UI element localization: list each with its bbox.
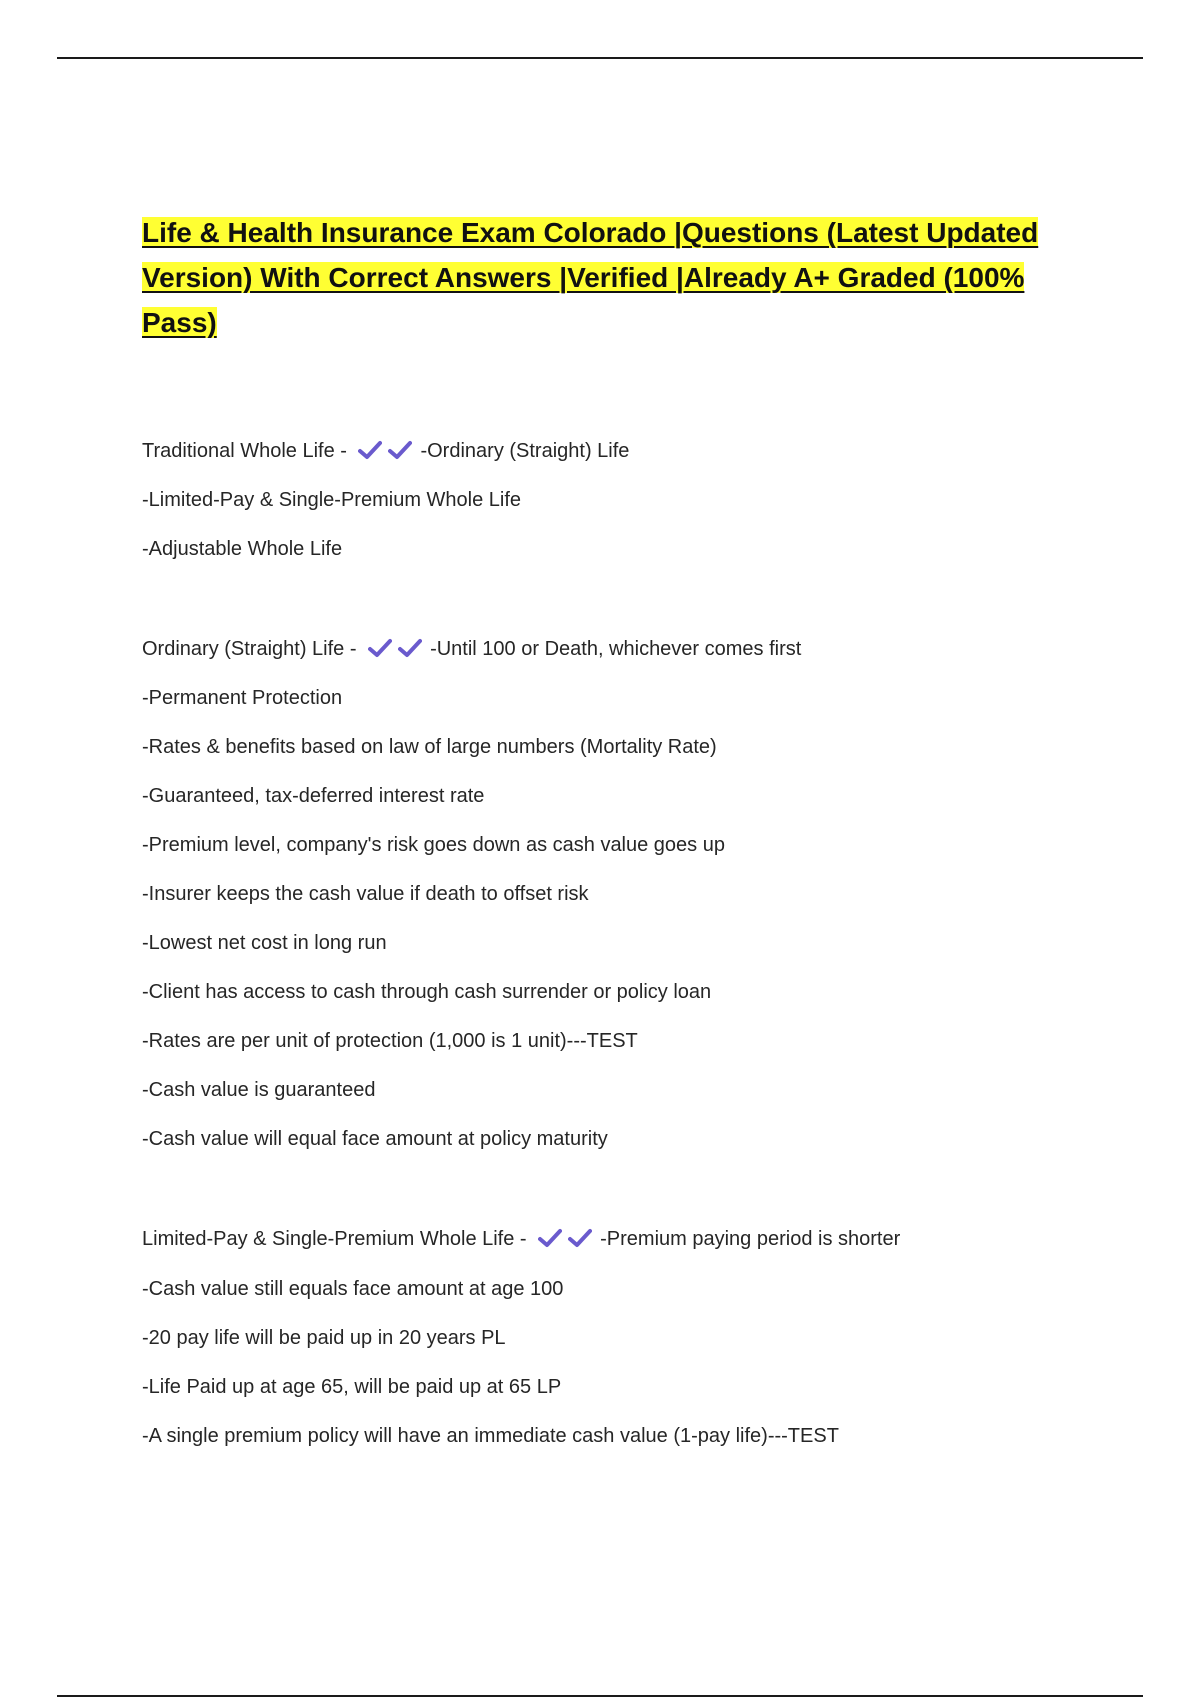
answer-line: -Cash value still equals face amount at age 100: [142, 1277, 564, 1300]
check-marks: [368, 623, 428, 672]
document-body: [142, 210, 1062, 1461]
answer-line: -Until 100 or Death, whichever comes first: [430, 638, 802, 661]
term-label: Traditional Whole Life -: [142, 440, 353, 462]
check-icon: [538, 1228, 562, 1248]
top-rule: [57, 57, 1143, 59]
term-label: Limited-Pay & Single-Premium Whole Life -: [142, 1228, 533, 1251]
question-line: [142, 625, 1062, 674]
check-marks: [358, 425, 418, 474]
answer-line: -Ordinary (Straight) Life: [420, 440, 630, 462]
answer-line: -20 pay life will be paid up in 20 years PL: [142, 1326, 506, 1349]
check-icon: [398, 638, 422, 658]
answer-line: -Adjustable Whole Life: [142, 538, 343, 561]
answer-line: -Life Paid up at age 65, will be paid up at 65 LP: [142, 1375, 562, 1398]
answer-line: -Lowest net cost in long run: [142, 932, 387, 955]
answer-line: -Client has access to cash through cash surrender or policy loan: [142, 981, 712, 1004]
answer-line: -Guaranteed, tax-deferred interest rate: [142, 785, 485, 808]
answer-line: -Permanent Protection: [142, 687, 343, 710]
check-icon: [568, 1228, 592, 1248]
question-line: [142, 1215, 1062, 1264]
flashcard-limited-pay-single-premium: [142, 1215, 1062, 1460]
answer-line: -Premium paying period is shorter: [600, 1228, 901, 1251]
bottom-rule: [57, 1695, 1143, 1697]
document-title: Life & Health Insurance Exam Colorado |Questions (Latest Updated Version) With Correct Answers |Verified |Already A+ Graded (100% Pass): [142, 217, 1039, 338]
check-icon: [368, 638, 392, 658]
check-icon: [388, 440, 412, 460]
answer-line: -Premium level, company's risk goes down as cash value goes up: [142, 834, 725, 857]
flashcard-ordinary-straight-life: [142, 625, 1062, 1164]
answer-line: -Cash value will equal face amount at policy maturity: [142, 1128, 608, 1151]
answer-line: -Rates & benefits based on law of large numbers (Mortality Rate): [142, 736, 717, 759]
term-label: Ordinary (Straight) Life -: [142, 638, 363, 661]
answer-line: -Limited-Pay & Single-Premium Whole Life: [142, 489, 522, 512]
answer-line: -Rates are per unit of protection (1,000 is 1 unit)---TEST: [142, 1030, 638, 1053]
check-icon: [358, 440, 382, 460]
question-line: [142, 427, 1062, 476]
answer-line: -Cash value is guaranteed: [142, 1079, 376, 1102]
check-marks: [538, 1214, 598, 1263]
flashcard-traditional-whole-life: [142, 427, 1062, 574]
answer-line: -A single premium policy will have an immediate cash value (1-pay life)---TEST: [142, 1424, 839, 1447]
answer-line: -Insurer keeps the cash value if death to offset risk: [142, 883, 589, 906]
